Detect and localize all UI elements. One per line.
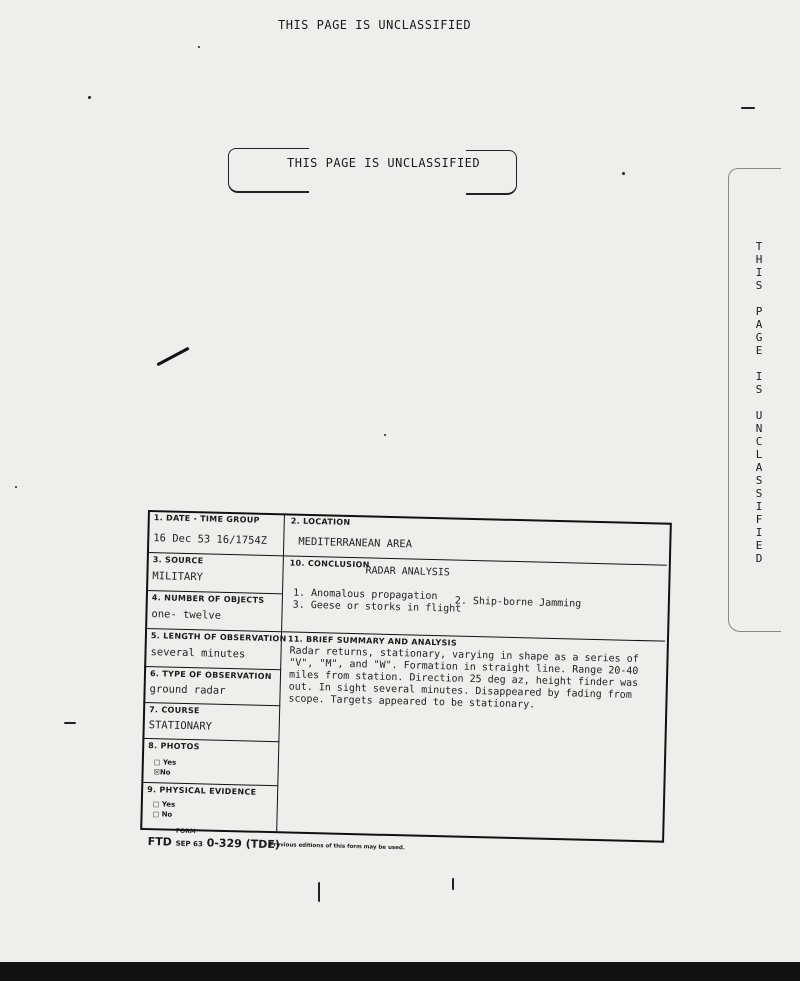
date-time-group-label: 1. DATE - TIME GROUP	[153, 513, 260, 525]
side-banner-letter: T	[755, 240, 763, 253]
side-banner-letter: I	[755, 266, 763, 279]
summary-label: 11. BRIEF SUMMARY AND ANALYSIS	[287, 634, 458, 648]
side-banner-letter: I	[755, 500, 763, 513]
side-banner-letter: A	[755, 461, 763, 474]
side-banner-letter	[749, 292, 769, 305]
sighting-form	[140, 510, 670, 841]
side-banner-letter: I	[755, 370, 763, 383]
side-classification-banner	[749, 240, 769, 565]
footer-form-word: FORM	[175, 827, 196, 836]
side-banner-letter: S	[755, 279, 763, 292]
side-banner-letter	[749, 357, 769, 370]
side-banner-letter: D	[755, 552, 763, 565]
location-value: MEDITERRANEAN AREA	[298, 535, 413, 551]
footer-number: 0-329 (TDE)	[206, 836, 281, 852]
field-type-of-observation	[143, 666, 281, 706]
scan-speck	[198, 46, 200, 48]
conclusion-value: RADAR ANALYSIS	[365, 565, 450, 579]
top-classification-banner: THIS PAGE IS UNCLASSIFIED	[278, 18, 472, 32]
side-banner-letter: A	[755, 318, 763, 331]
side-banner-letter: S	[755, 474, 763, 487]
field-summary	[277, 631, 665, 838]
number-of-objects-value: one- twelve	[151, 608, 222, 622]
form-number	[148, 835, 280, 851]
number-of-objects-label: 4. NUMBER OF OBJECTS	[151, 593, 265, 605]
side-banner-letter: I	[755, 526, 763, 539]
scan-bottom-edge	[0, 962, 800, 981]
field-length-of-observation	[144, 628, 287, 670]
summary-text: Radar returns, stationary, varying in shape as a series of "V", "M", and "W". Formation in straight line. Range 20-40 miles from station. Direction 25 deg az, height finder was out. In sight several minutes. Disappeared by fading from scope. Targets appeared to be stationary.	[288, 645, 639, 711]
date-time-group-value: 16 Dec 53 16/1754Z	[153, 532, 268, 547]
side-banner-letter: S	[755, 383, 763, 396]
scan-speck	[452, 878, 454, 890]
side-banner-letter: P	[755, 305, 763, 318]
photos-yes-checkbox: □ Yes	[153, 758, 177, 767]
side-banner-letter: U	[755, 409, 763, 422]
course-label: 7. COURSE	[149, 705, 200, 716]
middle-classification-banner: THIS PAGE IS UNCLASSIFIED	[287, 156, 481, 170]
field-date-time-group	[147, 510, 285, 556]
side-banner-letter: G	[755, 331, 763, 344]
conclusion-label: 10. CONCLUSION	[289, 558, 370, 570]
conclusion-item-2: 2. Ship-borne Jamming	[454, 595, 582, 610]
course-value: STATIONARY	[148, 719, 213, 733]
side-banner-letter: N	[755, 422, 763, 435]
physical-evidence-no-checkbox: □ No	[152, 810, 173, 819]
side-banner-letter: E	[755, 539, 763, 552]
conclusion-item-1: 1. Anomalous propagation	[292, 587, 438, 603]
footer-ftd: FTD	[147, 834, 173, 849]
location-label: 2. LOCATION	[290, 516, 351, 527]
field-number-of-objects	[145, 590, 283, 632]
side-banner-letter: L	[755, 448, 763, 461]
conclusion-item-3: 3. Geese or storks in flight	[292, 599, 462, 615]
physical-evidence-label: 9. PHYSICAL EVIDENCE	[147, 785, 257, 797]
field-physical-evidence	[140, 782, 278, 829]
side-banner-letter: F	[755, 513, 763, 526]
scan-speck	[384, 434, 386, 436]
bracket-left	[228, 148, 309, 193]
length-of-observation-value: several minutes	[150, 646, 246, 661]
type-of-observation-value: ground radar	[149, 683, 226, 697]
photos-label: 8. PHOTOS	[148, 741, 200, 752]
scan-speck	[64, 722, 76, 724]
type-of-observation-label: 6. TYPE OF OBSERVATION	[149, 669, 272, 682]
source-label: 3. SOURCE	[152, 555, 204, 566]
scan-speck	[15, 486, 17, 488]
field-photos	[141, 738, 279, 786]
length-of-observation-label: 5. LENGTH OF OBSERVATION	[150, 631, 287, 644]
scan-speck	[318, 882, 320, 902]
scan-speck	[88, 96, 91, 99]
field-conclusion	[282, 555, 667, 641]
field-source	[146, 552, 284, 594]
side-banner-letter: S	[755, 487, 763, 500]
footer-note: Previous editions of this form may be used.	[269, 841, 405, 852]
side-banner-letter: E	[755, 344, 763, 357]
source-value: MILITARY	[152, 570, 204, 584]
photos-no-checkbox: ☒No	[153, 768, 171, 777]
field-course	[142, 702, 280, 742]
pen-mark	[156, 347, 189, 367]
side-banner-letter: H	[755, 253, 763, 266]
scan-speck	[741, 107, 755, 109]
physical-evidence-yes-checkbox: □ Yes	[152, 800, 176, 809]
side-banner-letter: C	[755, 435, 763, 448]
side-banner-letter	[749, 396, 769, 409]
scan-speck	[622, 172, 625, 175]
footer-sep: SEP 63	[175, 839, 203, 849]
